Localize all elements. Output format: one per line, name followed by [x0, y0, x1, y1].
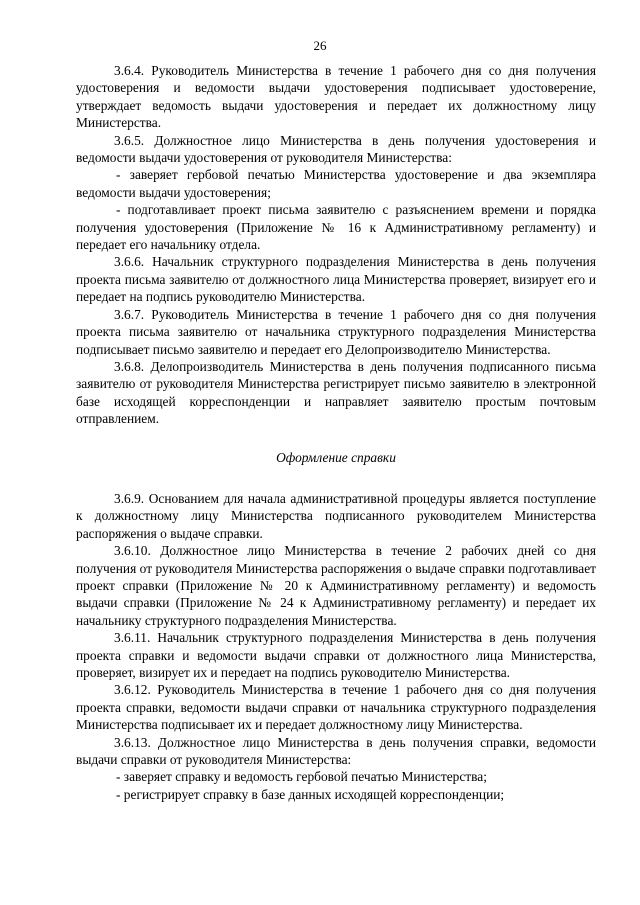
list-item: - подготавливает проект письма заявителю с разъяснением времени и порядка получения удостоверения (Приложение № 16 к Административному регламенту) и передает его начальнику отдела.: [76, 202, 596, 253]
document-body: [76, 62, 596, 803]
paragraph-3-6-12: 3.6.12. Руководитель Министерства в течение 1 рабочего дня со дня получения проекта справки, ведомости выдачи справки от начальника структурного подразделения Министерства подписывает их и передает должностному лицу Министерства.: [76, 682, 596, 733]
paragraph-3-6-10: 3.6.10. Должностное лицо Министерства в течение 2 рабочих дней со дня получения от руководителя Министерства распоряжения о выдаче справки подготавливает проект справки (Приложение № 20 к Административному регламенту) и ведомость выдачи справки (Приложение № 24 к Административному регламенту) и передает их начальнику структурного подразделения Министерства.: [76, 543, 596, 628]
page-number: 26: [313, 38, 327, 53]
list-item: - заверяет справку и ведомость гербовой печатью Министерства;: [116, 769, 487, 785]
paragraph-3-6-13: 3.6.13. Должностное лицо Министерства в день получения справки, ведомости выдачи справки от руководителя Министерства:: [76, 734, 596, 768]
paragraph-3-6-7: 3.6.7. Руководитель Министерства в течение 1 рабочего дня со дня получения проекта письма заявителю от начальника структурного подразделения Министерства подписывает письмо заявителю и передает его Делопроизводителю Министерства.: [76, 306, 596, 357]
list-item: - заверяет гербовой печатью Министерства удостоверение и два экземпляра ведомости выдачи удостоверения;: [76, 167, 596, 200]
paragraph-3-6-11: 3.6.11. Начальник структурного подразделения Министерства в день получения проекта справки и ведомости выдачи справки от должностного лица Министерства, проверяет, визирует их и передает на подпись руководителю Министерства.: [76, 630, 596, 680]
section-title: Оформление справки: [276, 449, 396, 465]
paragraph-3-6-4: 3.6.4. Руководитель Министерства в течение 1 рабочего дня со дня получения удостоверения и ведомости выдачи удостоверения подписывает удостоверение, утверждает ведомость выдачи удостоверения и передает их должностному лицу Министерства.: [76, 63, 596, 131]
paragraph-3-6-8: 3.6.8. Делопроизводитель Министерства в день получения подписанного письма заявителю от руководителя Министерства регистрирует письмо заявителю в электронной базе исходящей корреспонденции и направляет заявителю простым почтовым отправлением.: [76, 358, 596, 427]
paragraph-3-6-6: 3.6.6. Начальник структурного подразделения Министерства в день получения проекта письма заявителю от должностного лица Министерства проверяет, визирует его и передает на подпись руководителю Министерства.: [76, 254, 596, 305]
paragraph-3-6-5: 3.6.5. Должностное лицо Министерства в день получения удостоверения и ведомости выдачи удостоверения от руководителя Министерства:: [76, 132, 596, 166]
paragraph-3-6-9: 3.6.9. Основанием для начала административной процедуры является поступление к должностному лицу Министерства подписанного руководителем Министерства распоряжения о выдаче справки.: [76, 490, 596, 541]
list-item: - регистрирует справку в базе данных исходящей корреспонденции;: [116, 786, 505, 802]
